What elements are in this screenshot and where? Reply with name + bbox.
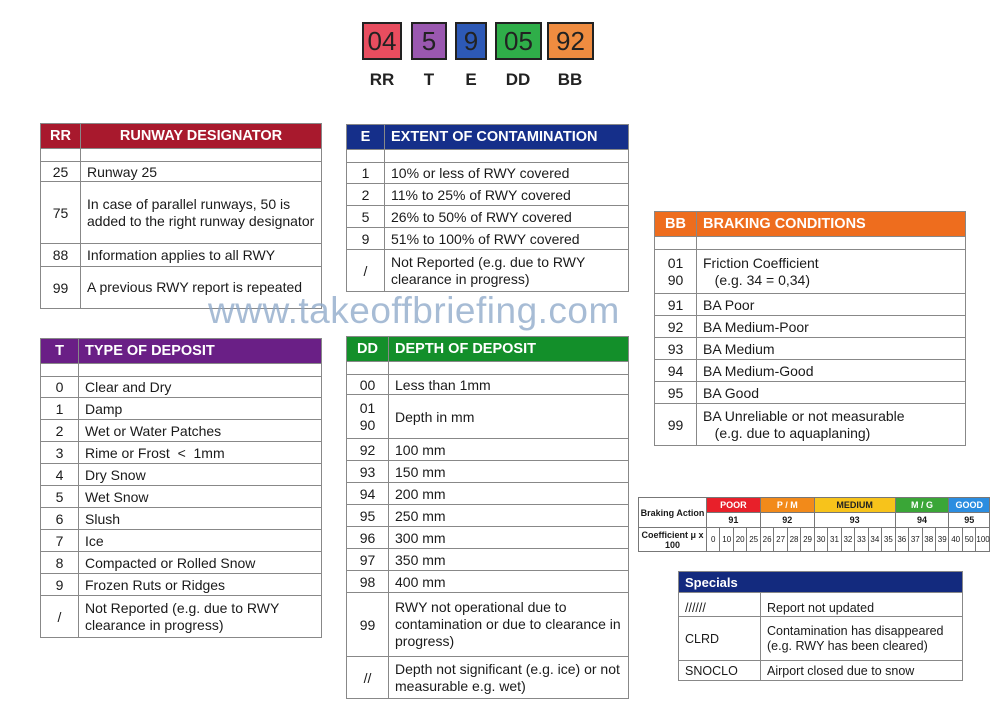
row-desc: 51% to 100% of RWY covered — [385, 228, 629, 250]
scale-value: 100 — [976, 528, 990, 552]
row-desc: Friction Coefficient (e.g. 34 = 0,34) — [697, 250, 966, 294]
scale-group-name: P / M — [760, 498, 814, 513]
code-label-e: E — [465, 70, 477, 89]
row-desc: 350 mm — [389, 549, 629, 571]
row-code: / — [41, 596, 79, 638]
table-row — [347, 206, 629, 228]
table-row — [655, 338, 966, 360]
row-desc: BA Unreliable or not measurable (e.g. due to aquaplaning) — [697, 404, 966, 446]
scale-value: 28 — [787, 528, 800, 552]
row-desc: Contamination has disappeared (e.g. RWY has been cleared) — [761, 617, 963, 661]
row-desc: In case of parallel runways, 50 is added to the right runway designator — [81, 182, 322, 244]
row-code: 9 — [347, 228, 385, 250]
row-desc: Less than 1mm — [389, 375, 629, 395]
table-row — [41, 182, 322, 244]
row-desc: BA Poor — [697, 294, 966, 316]
row-code: 93 — [655, 338, 697, 360]
row-desc: 250 mm — [389, 505, 629, 527]
table-row — [347, 549, 629, 571]
scale-group-code: 95 — [949, 513, 990, 528]
row-code: 4 — [41, 464, 79, 486]
scale-group-name: GOOD — [949, 498, 990, 513]
row-desc: Dry Snow — [79, 464, 322, 486]
depth-of-deposit-table — [346, 336, 629, 699]
table-row — [41, 486, 322, 508]
row-code: 2 — [41, 420, 79, 442]
scale-value: 40 — [949, 528, 962, 552]
row-code: ////// — [679, 601, 761, 617]
scale-value: 33 — [855, 528, 868, 552]
braking-action-scale — [638, 497, 990, 552]
row-code: 8 — [41, 552, 79, 574]
scale-value: 27 — [774, 528, 787, 552]
row-code: 5 — [41, 486, 79, 508]
table-row — [41, 442, 322, 464]
scale-value: 26 — [760, 528, 773, 552]
bb-header-title: BRAKING CONDITIONS — [697, 212, 966, 237]
row-desc: 150 mm — [389, 461, 629, 483]
row-code: 0 — [41, 377, 79, 398]
dd-header-title: DEPTH OF DEPOSIT — [389, 337, 629, 362]
table-row — [347, 250, 629, 292]
row-code: 2 — [347, 184, 385, 206]
row-desc: Rime or Frost < 1mm — [79, 442, 322, 464]
row-code: CLRD — [679, 617, 761, 661]
table-row — [41, 530, 322, 552]
scale-value: 31 — [828, 528, 841, 552]
row-code: 25 — [41, 162, 81, 182]
scale-value: 32 — [841, 528, 854, 552]
row-code: 9 — [41, 574, 79, 596]
table-row — [655, 316, 966, 338]
row-desc: Report not updated — [761, 601, 963, 617]
row-code: 5 — [347, 206, 385, 228]
scale-value: 25 — [747, 528, 760, 552]
table-row — [655, 382, 966, 404]
row-code: 96 — [347, 527, 389, 549]
row-desc: Information applies to all RWY — [81, 244, 322, 267]
code-box-t: 5 — [411, 22, 447, 60]
row-code: 95 — [347, 505, 389, 527]
row-code: 1 — [41, 398, 79, 420]
code-box-rr: 04 — [362, 22, 402, 60]
row-code: 92 — [347, 439, 389, 461]
t-header-code: T — [41, 339, 79, 364]
scale-value: 38 — [922, 528, 935, 552]
e-header-title: EXTENT OF CONTAMINATION — [385, 125, 629, 150]
table-row — [347, 395, 629, 439]
row-desc: Airport closed due to snow — [761, 661, 963, 681]
code-label-rr: RR — [369, 70, 395, 89]
code-box-dd: 05 — [495, 22, 542, 60]
table-row — [41, 398, 322, 420]
scale-value: 20 — [733, 528, 746, 552]
specials-table — [678, 571, 963, 681]
scale-value: 50 — [962, 528, 975, 552]
scale-group-name: M / G — [895, 498, 949, 513]
row-code: 00 — [347, 375, 389, 395]
row-desc: Frozen Ruts or Ridges — [79, 574, 322, 596]
e-header-code: E — [347, 125, 385, 150]
row-desc: Depth in mm — [389, 395, 629, 439]
type-of-deposit-table — [40, 338, 322, 638]
row-code: 98 — [347, 571, 389, 593]
runway-designator-table — [40, 123, 322, 309]
t-header-title: TYPE OF DEPOSIT — [79, 339, 322, 364]
row-desc: 26% to 50% of RWY covered — [385, 206, 629, 228]
table-row — [41, 377, 322, 398]
row-desc: Depth not significant (e.g. ice) or not measurable e.g. wet) — [389, 657, 629, 699]
watermark-text: www.takeoffbriefing.com — [208, 290, 620, 331]
table-row — [679, 601, 963, 617]
table-row — [655, 360, 966, 382]
code-label-t: T — [423, 70, 435, 89]
table-row — [347, 163, 629, 184]
table-row — [679, 617, 963, 661]
row-desc: Wet or Water Patches — [79, 420, 322, 442]
braking-action-label: Braking Action — [639, 498, 707, 528]
table-row — [347, 657, 629, 699]
scale-value: 35 — [882, 528, 895, 552]
table-row — [655, 404, 966, 446]
table-row — [41, 244, 322, 267]
table-row — [347, 483, 629, 505]
row-desc: Slush — [79, 508, 322, 530]
row-code: SNOCLO — [679, 661, 761, 681]
table-row — [347, 375, 629, 395]
rr-header-title: RUNWAY DESIGNATOR — [81, 124, 322, 149]
table-row — [41, 574, 322, 596]
bb-header-code: BB — [655, 212, 697, 237]
scale-value: 0 — [707, 528, 720, 552]
table-row — [655, 250, 966, 294]
row-code: 95 — [655, 382, 697, 404]
row-code: 3 — [41, 442, 79, 464]
scale-value: 36 — [895, 528, 908, 552]
row-desc: Not Reported (e.g. due to RWY clearance in progress) — [79, 596, 322, 638]
row-code: 99 — [347, 593, 389, 657]
row-desc: Not Reported (e.g. due to RWY clearance in progress) — [385, 250, 629, 292]
scale-group-code: 93 — [814, 513, 895, 528]
row-desc: Wet Snow — [79, 486, 322, 508]
table-row — [41, 464, 322, 486]
row-code: 93 — [347, 461, 389, 483]
row-desc: Damp — [79, 398, 322, 420]
row-code: 01 90 — [655, 250, 697, 294]
extent-of-contamination-table — [346, 124, 629, 292]
code-label-dd: DD — [505, 70, 531, 89]
table-row — [41, 162, 322, 182]
row-desc: 11% to 25% of RWY covered — [385, 184, 629, 206]
table-row — [41, 552, 322, 574]
rr-header-code: RR — [41, 124, 81, 149]
row-desc: BA Medium — [697, 338, 966, 360]
table-row — [347, 571, 629, 593]
row-desc: 100 mm — [389, 439, 629, 461]
code-box-bb: 92 — [547, 22, 594, 60]
scale-group-name: MEDIUM — [814, 498, 895, 513]
row-desc: Compacted or Rolled Snow — [79, 552, 322, 574]
row-code: 91 — [655, 294, 697, 316]
table-row — [679, 661, 963, 681]
table-row — [41, 596, 322, 638]
coefficient-label: Coefficient μ x 100 — [639, 528, 707, 552]
table-row — [655, 294, 966, 316]
table-row — [347, 439, 629, 461]
scale-group-name: POOR — [707, 498, 761, 513]
row-code: 99 — [655, 404, 697, 446]
table-row — [347, 184, 629, 206]
row-desc: Clear and Dry — [79, 377, 322, 398]
row-code: 7 — [41, 530, 79, 552]
dd-header-code: DD — [347, 337, 389, 362]
row-code: 6 — [41, 508, 79, 530]
table-row — [347, 228, 629, 250]
row-code: 01 90 — [347, 395, 389, 439]
row-desc: 10% or less of RWY covered — [385, 163, 629, 184]
table-row — [347, 593, 629, 657]
row-desc: A previous RWY report is repeated — [81, 267, 322, 309]
row-code: 94 — [655, 360, 697, 382]
row-code: 99 — [41, 267, 81, 309]
row-desc: Ice — [79, 530, 322, 552]
scale-group-code: 91 — [707, 513, 761, 528]
specials-title: Specials — [679, 572, 963, 593]
row-desc: RWY not operational due to contamination or due to clearance in progress) — [389, 593, 629, 657]
row-code: 75 — [41, 182, 81, 244]
row-code: 94 — [347, 483, 389, 505]
row-desc: BA Good — [697, 382, 966, 404]
row-code: 88 — [41, 244, 81, 267]
row-desc: 300 mm — [389, 527, 629, 549]
row-desc: BA Medium-Poor — [697, 316, 966, 338]
scale-group-code: 92 — [760, 513, 814, 528]
scale-value: 29 — [801, 528, 814, 552]
table-row — [347, 505, 629, 527]
braking-conditions-table — [654, 211, 966, 446]
row-code: / — [347, 250, 385, 292]
row-code: // — [347, 657, 389, 699]
scale-group-code: 94 — [895, 513, 949, 528]
table-row — [41, 420, 322, 442]
table-row — [347, 527, 629, 549]
row-desc: Runway 25 — [81, 162, 322, 182]
scale-value: 30 — [814, 528, 827, 552]
scale-value: 10 — [720, 528, 733, 552]
code-box-e: 9 — [455, 22, 487, 60]
row-code: 97 — [347, 549, 389, 571]
row-code: 1 — [347, 163, 385, 184]
scale-value: 34 — [868, 528, 881, 552]
scale-value: 39 — [935, 528, 948, 552]
table-row — [347, 461, 629, 483]
table-row — [41, 508, 322, 530]
row-desc: 200 mm — [389, 483, 629, 505]
scale-value: 37 — [909, 528, 922, 552]
row-desc: 400 mm — [389, 571, 629, 593]
row-code: 92 — [655, 316, 697, 338]
code-label-bb: BB — [557, 70, 583, 89]
row-desc: BA Medium-Good — [697, 360, 966, 382]
